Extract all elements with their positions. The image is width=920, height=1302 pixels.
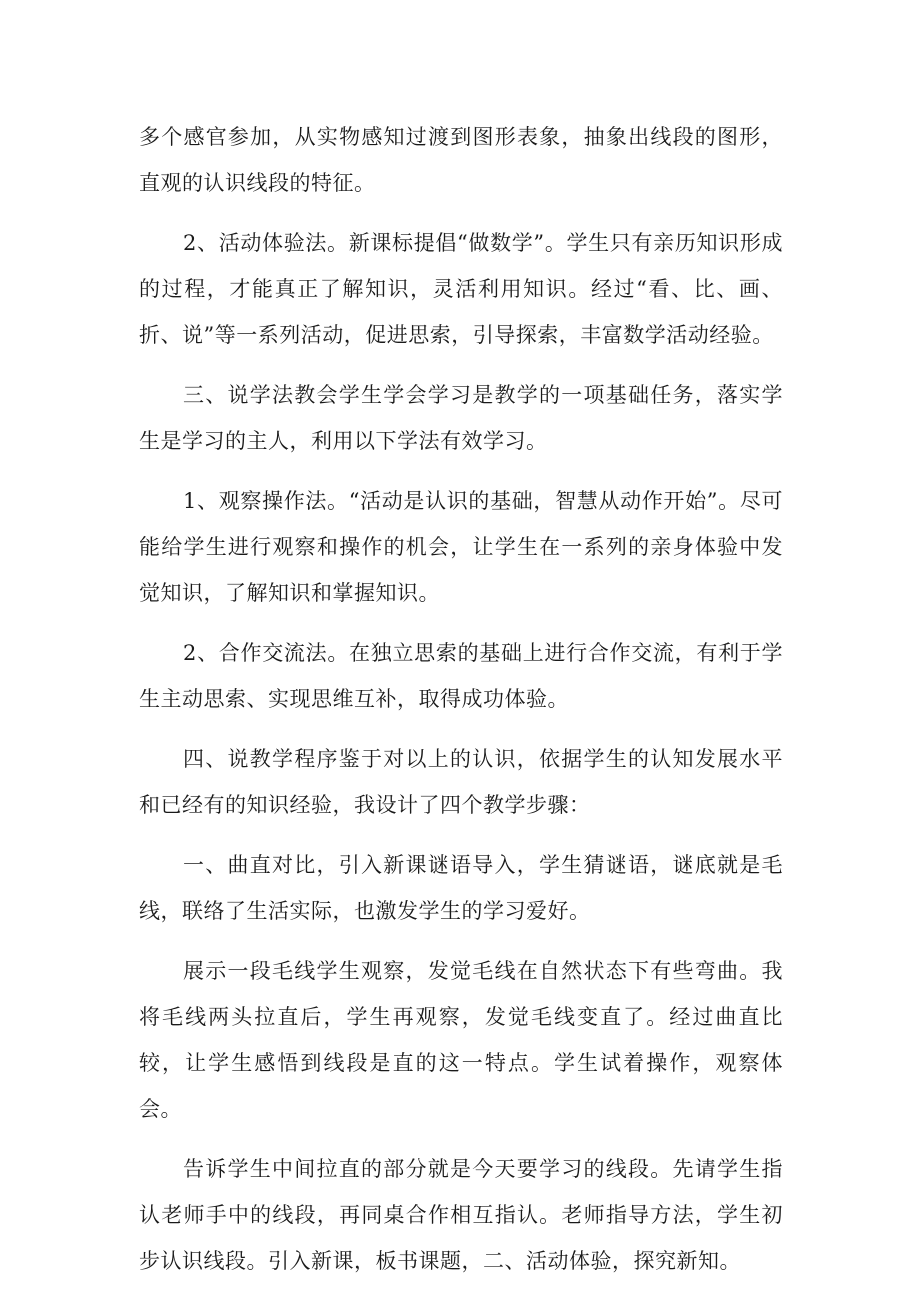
paragraph-7: 一、曲直对比，引入新课谜语导入，学生猜谜语，谜底就是毛线，联络了生活实际，也激发学生的学习爱好。 [139,853,783,923]
paragraph-4: 1、观察操作法。“活动是认识的基础，智慧从动作开始”。尽可能给学生进行观察和操作的机会，让学生在一系列的亲身体验中发觉知识，了解知识和掌握知识。 [139,489,783,605]
paragraph-5: 2、合作交流法。在独立思索的基础上进行合作交流，有利于学生主动思索、实现思维互补，取得成功体验。 [139,641,783,711]
paragraph-1: 多个感官参加，从实物感知过渡到图形表象，抽象出线段的图形，直观的认识线段的特征。 [139,125,783,195]
paragraph-9: 告诉学生中间拉直的部分就是今天要学习的线段。先请学生指认老师手中的线段，再同桌合作相互指认。老师指导方法，学生初步认识线段。引入新课，板书课题，二、活动体验，探究新知。 [139,1157,783,1273]
paragraph-6: 四、说教学程序鉴于对以上的认识，依据学生的认知发展水平和已经有的知识经验，我设计了四个教学步骤： [139,747,783,817]
paragraph-2: 2、活动体验法。新课标提倡“做数学”。学生只有亲历知识形成的过程，才能真正了解知识，灵活利用知识。经过“看、比、画、折、说”等一系列活动，促进思索，引导探索，丰富数学活动经验。 [139,231,783,347]
document-body [139,114,783,1284]
paragraph-3: 三、说学法教会学生学会学习是教学的一项基础任务，落实学生是学习的主人，利用以下学法有效学习。 [139,383,783,453]
paragraph-8: 展示一段毛线学生观察，发觉毛线在自然状态下有些弯曲。我将毛线两头拉直后，学生再观察，发觉毛线变直了。经过曲直比较，让学生感悟到线段是直的这一特点。学生试着操作，观察体会。 [139,959,783,1121]
